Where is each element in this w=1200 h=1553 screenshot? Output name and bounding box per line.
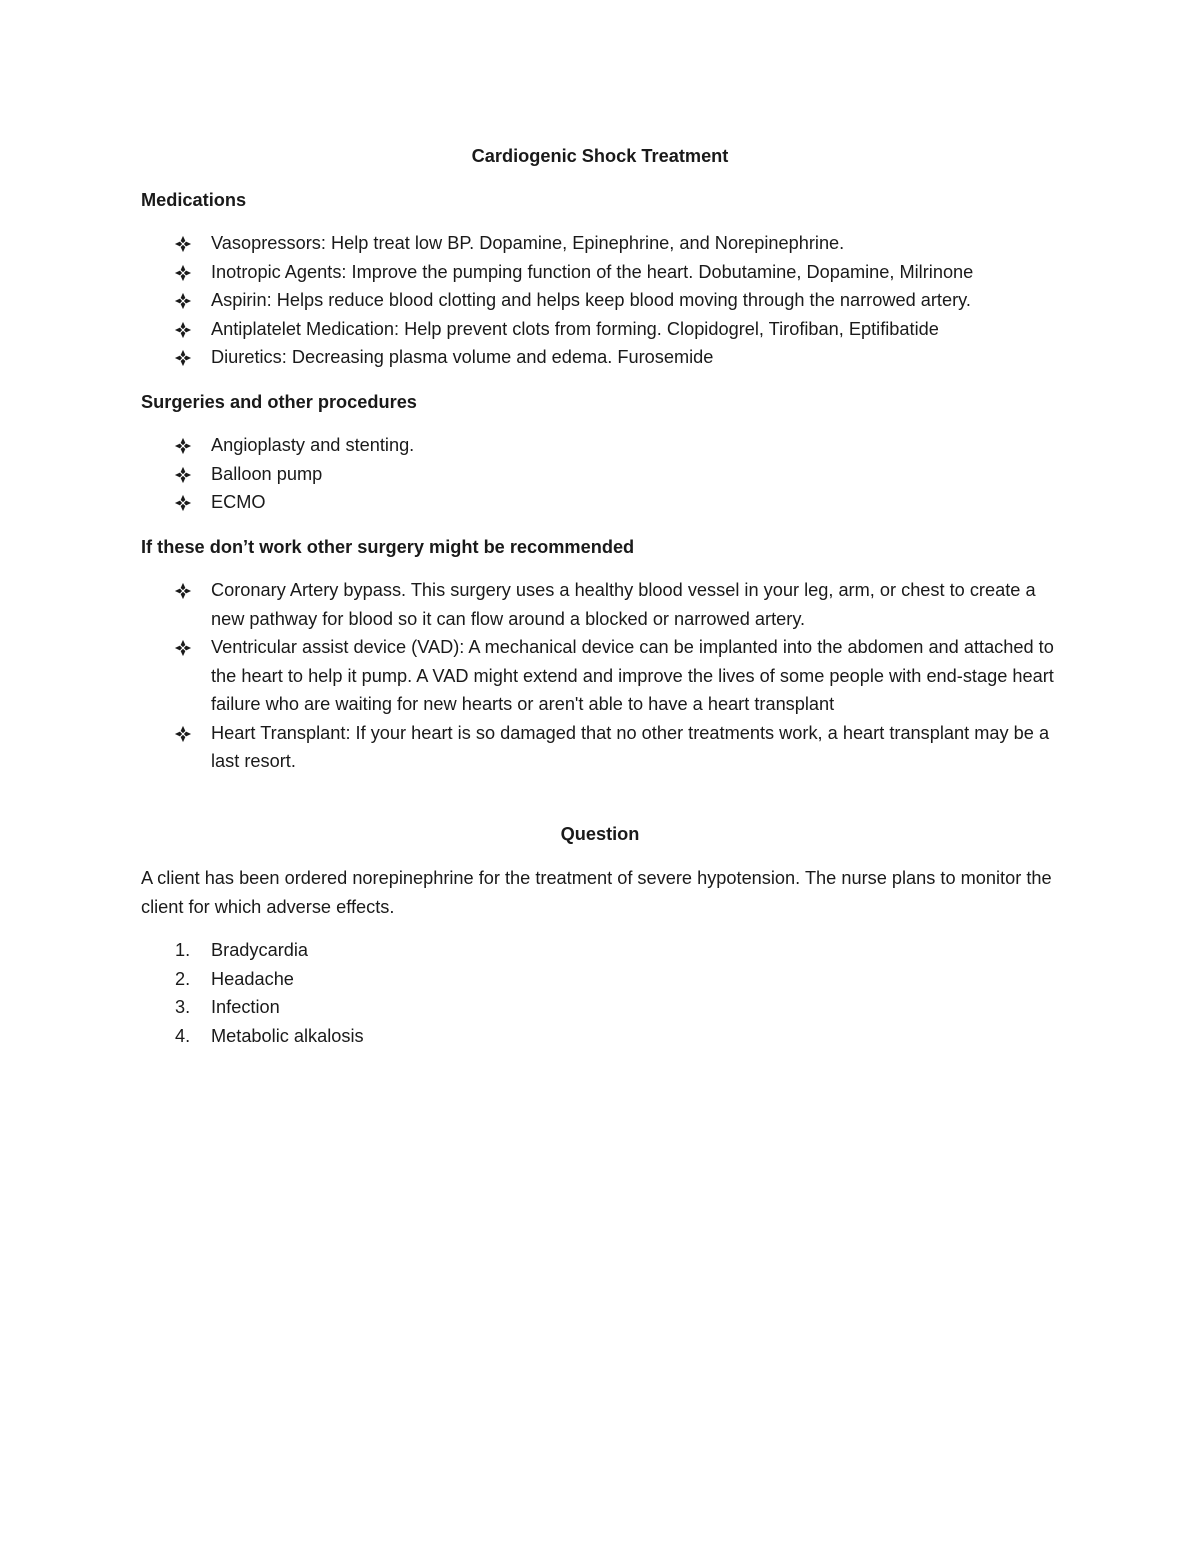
option-number: 4. (175, 1025, 191, 1046)
medications-list (0, 229, 1071, 372)
list-item (0, 315, 1071, 344)
list-item (0, 229, 1071, 258)
list-item-text: Diuretics: Decreasing plasma volume and edema. Furosemide (211, 347, 714, 367)
option-label: Bradycardia (211, 940, 309, 960)
diamond-bullet-icon (174, 582, 192, 600)
option-number: 1. (175, 940, 191, 960)
diamond-bullet-icon (174, 725, 192, 743)
diamond-bullet-icon (174, 437, 192, 455)
diamond-bullet-icon (174, 494, 192, 512)
list-item (0, 633, 1071, 719)
medications-heading: Medications (141, 190, 247, 210)
list-item (0, 576, 1071, 633)
diamond-bullet-icon (174, 349, 192, 367)
option-label: Infection (211, 997, 280, 1017)
diamond-bullet-icon (174, 235, 192, 253)
list-item (0, 488, 1071, 517)
question-heading: Question (560, 824, 640, 844)
list-item-text: Antiplatelet Medication: Help prevent clots from forming. Clopidogrel, Tirofiban, Eptifibatide (211, 318, 939, 339)
document-title: Cardiogenic Shock Treatment (471, 146, 729, 166)
list-item (0, 286, 1071, 315)
diamond-bullet-icon (174, 292, 192, 310)
answer-option (0, 993, 1071, 1022)
list-item-text: Balloon pump (211, 463, 323, 484)
surgeries-list (0, 431, 1071, 517)
surgeries-heading: Surgeries and other procedures (141, 392, 417, 412)
answer-option (0, 965, 1071, 994)
other-surgery-heading: If these don’t work other surgery might be recommended (141, 537, 635, 557)
diamond-bullet-icon (174, 321, 192, 339)
option-label: Metabolic alkalosis (211, 1025, 364, 1046)
list-item-text: Inotropic Agents: Improve the pumping function of the heart. Dobutamine, Dopamine, Milrinone (211, 261, 974, 282)
option-number: 3. (175, 997, 191, 1017)
diamond-bullet-icon (174, 466, 192, 484)
question-text: A client has been ordered norepinephrine for the treatment of severe hypotension. The nurse plans to monitor the client for which adverse effects. (141, 868, 1052, 917)
option-label: Headache (211, 968, 294, 989)
list-item-text: ECMO (211, 492, 266, 512)
option-number: 2. (175, 968, 191, 989)
list-item (0, 258, 1071, 287)
list-item-text: Ventricular assist device (VAD): A mechanical device can be implanted into the abdomen and attached to the heart to help it pump. A VAD might extend and improve the lives of some people with end-stage heart failure who are waiting for new hearts or aren't able to have a heart transplant (211, 637, 1054, 714)
answer-options-list (0, 936, 1071, 1050)
list-item-text: Coronary Artery bypass. This surgery uses a healthy blood vessel in your leg, arm, or chest to create a new pathway for blood so it can flow around a blocked or narrowed artery. (211, 580, 1036, 629)
list-item-text: Aspirin: Helps reduce blood clotting and helps keep blood moving through the narrowed artery. (211, 290, 971, 310)
list-item-text: Heart Transplant: If your heart is so damaged that no other treatments work, a heart transplant may be a last resort. (211, 722, 1050, 771)
list-item (0, 343, 1071, 372)
diamond-bullet-icon (174, 639, 192, 657)
list-item (0, 431, 1071, 460)
list-item-text: Vasopressors: Help treat low BP. Dopamine, Epinephrine, and Norepinephrine. (211, 233, 845, 253)
answer-option (0, 936, 1071, 965)
other-surgery-list (0, 576, 1071, 776)
list-item-text: Angioplasty and stenting. (211, 435, 415, 455)
list-item (0, 719, 1071, 776)
answer-option (0, 1022, 1071, 1051)
diamond-bullet-icon (174, 264, 192, 282)
list-item (0, 460, 1071, 489)
